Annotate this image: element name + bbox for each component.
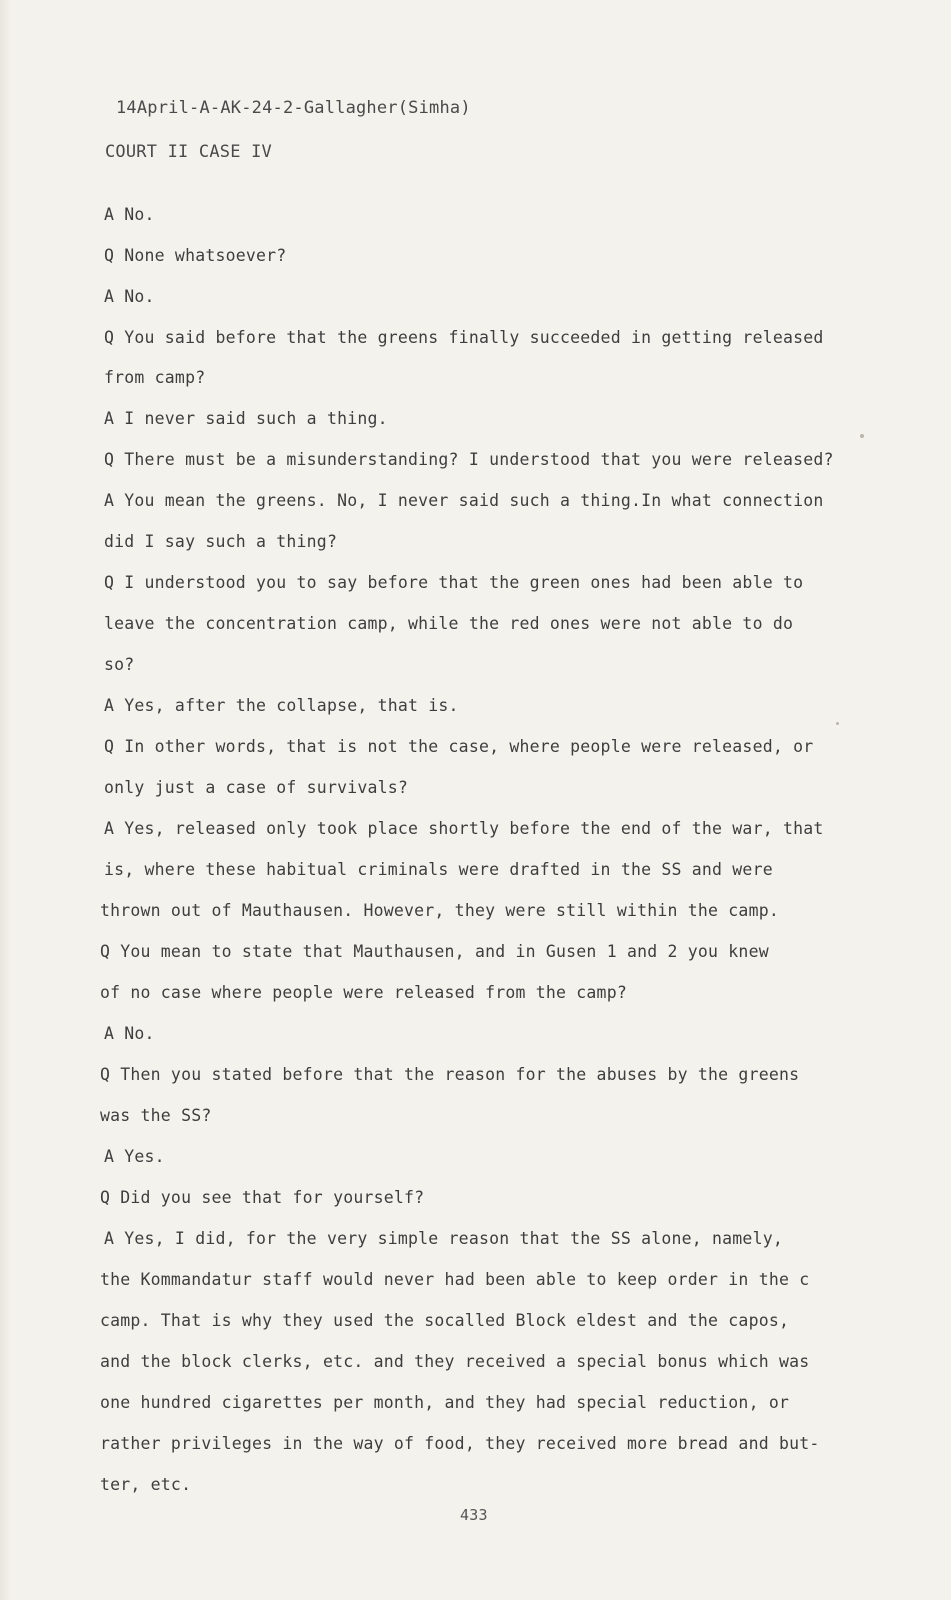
transcript-line: and the block clerks, etc. and they received a special bonus which was bbox=[100, 1352, 810, 1371]
transcript-line: A No. bbox=[104, 205, 155, 224]
transcript-line: Q Then you stated before that the reason for the abuses by the greens bbox=[100, 1065, 800, 1084]
transcript-line: from camp? bbox=[104, 368, 206, 387]
transcript-line: A Yes, after the collapse, that is. bbox=[104, 696, 459, 715]
transcript-line: A You mean the greens. No, I never said such a thing.In what connection bbox=[104, 491, 824, 510]
transcript-line: the Kommandatur staff would never had been able to keep order in the c bbox=[100, 1270, 810, 1289]
transcript-line: Q You mean to state that Mauthausen, and in Gusen 1 and 2 you knew bbox=[100, 942, 769, 961]
transcript-line: was the SS? bbox=[100, 1106, 212, 1125]
transcript-line: A No. bbox=[104, 1024, 155, 1043]
paper-speck bbox=[860, 434, 864, 438]
transcript-line: so? bbox=[104, 655, 135, 674]
transcript-line: Q Did you see that for yourself? bbox=[100, 1188, 425, 1207]
transcript-line: A Yes, I did, for the very simple reason that the SS alone, namely, bbox=[104, 1229, 783, 1248]
transcript-line: of no case where people were released from the camp? bbox=[100, 983, 627, 1002]
transcript-line: ter, etc. bbox=[100, 1475, 192, 1494]
transcript-line: Q In other words, that is not the case, where people were released, or bbox=[104, 737, 814, 756]
transcript-line: thrown out of Mauthausen. However, they were still within the camp. bbox=[100, 901, 779, 920]
transcript-line: A Yes, released only took place shortly before the end of the war, that bbox=[104, 819, 824, 838]
transcript-line: did I say such a thing? bbox=[104, 532, 338, 551]
transcript-line: Q There must be a misunderstanding? I understood that you were released? bbox=[104, 450, 834, 469]
page-edge bbox=[0, 0, 12, 1600]
transcript-line: camp. That is why they used the socalled Block eldest and the capos, bbox=[100, 1311, 790, 1330]
transcript-line: one hundred cigarettes per month, and they had special reduction, or bbox=[100, 1393, 790, 1412]
transcript-line: only just a case of survivals? bbox=[104, 778, 409, 797]
page-number: 433 bbox=[460, 1506, 488, 1524]
transcript-line: Q None whatsoever? bbox=[104, 246, 287, 265]
transcript-line: Q I understood you to say before that the green ones had been able to bbox=[104, 573, 804, 592]
transcript-line: rather privileges in the way of food, they received more bread and but- bbox=[100, 1434, 820, 1453]
transcript-line: Q You said before that the greens finally succeeded in getting released bbox=[104, 328, 824, 347]
transcript-line: A I never said such a thing. bbox=[104, 409, 388, 428]
transcript-line: is, where these habitual criminals were drafted in the SS and were bbox=[104, 860, 773, 879]
transcript-line: A No. bbox=[104, 287, 155, 306]
paper-speck bbox=[836, 722, 839, 725]
court-case-heading: COURT II CASE IV bbox=[105, 142, 272, 162]
transcript-line: A Yes. bbox=[104, 1147, 165, 1166]
document-header: 14April-A-AK-24-2-Gallagher(Simha) bbox=[116, 98, 471, 118]
transcript-line: leave the concentration camp, while the red ones were not able to do bbox=[104, 614, 794, 633]
